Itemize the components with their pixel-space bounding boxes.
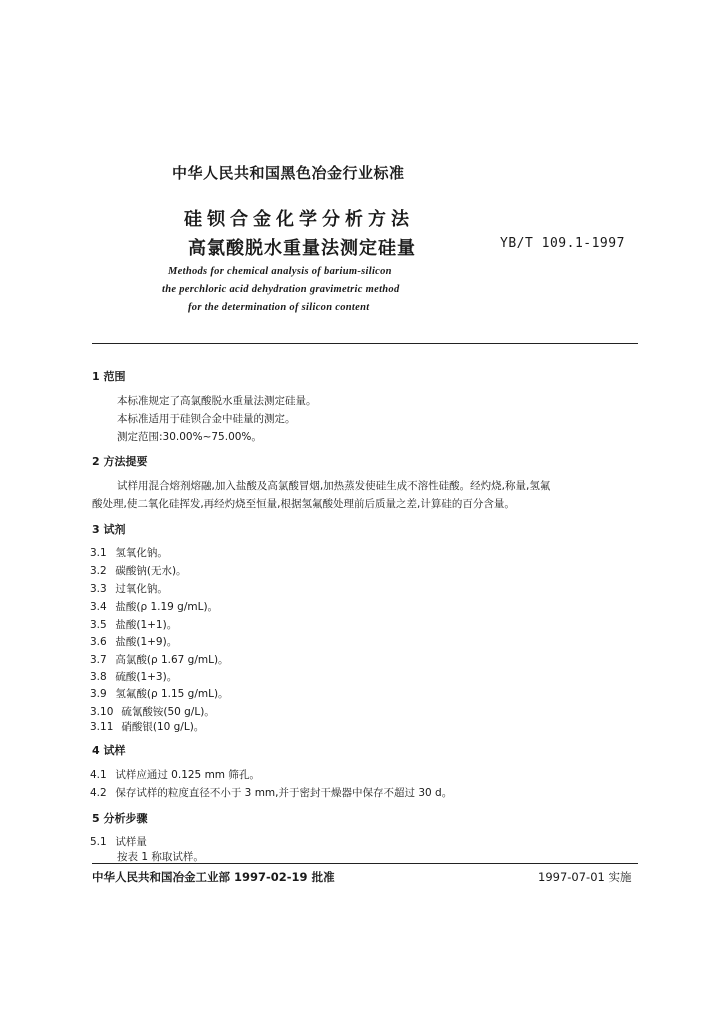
reagent-item [90,719,204,734]
document-title-line1: 硅钡合金化学分析方法 [184,209,414,230]
section-3-heading: 3 试剂 [92,523,126,536]
reagent-item [90,563,187,578]
reagent-number: 3.1 [90,547,107,559]
standard-category: 中华人民共和国黑色冶金行业标准 [172,164,405,182]
reagent-number: 3.2 [90,565,107,577]
reagent-number: 3.10 [90,706,114,718]
section-2-heading: 2 方法提要 [92,455,148,468]
sample-item [90,785,452,800]
reagent-text: 盐酸(1+9)。 [115,636,178,648]
reagent-number: 3.8 [90,671,107,683]
english-title-line1: Methods for chemical analysis of barium-silicon [168,266,392,277]
reagent-item [90,545,168,560]
sample-number: 4.2 [90,787,107,799]
reagent-item [90,704,215,719]
section-2-text-line: 酸处理,使二氧化硅挥发,再经灼烧至恒量,根据氢氟酸处理前后质量之差,计算硅的百分含量。 [92,498,515,510]
implementation-date: 1997-07-01 实施 [538,870,632,884]
section-4-heading: 4 试样 [92,744,126,757]
section-5-heading: 5 分析步骤 [92,812,148,825]
reagent-item [90,581,168,596]
reagent-text: 高氯酸(ρ 1.67 g/mL)。 [115,654,229,666]
reagent-item [90,617,177,632]
reagent-text: 过氧化钠。 [115,583,168,595]
section-1-paragraph: 本标准适用于硅钡合金中硅量的测定。 [117,413,296,425]
section-2-text-line: 试样用混合熔剂熔融,加入盐酸及高氯酸冒烟,加热蒸发使硅生成不溶性硅酸。经灼烧,称量,氢氟 [117,480,551,492]
reagent-item [90,599,218,614]
reagent-text: 硝酸银(10 g/L)。 [121,721,205,733]
reagent-text: 盐酸(1+1)。 [115,619,178,631]
sample-text: 保存试样的粒度直径不小于 3 mm,并于密封干燥器中保存不超过 30 d。 [115,787,453,799]
reagent-item [90,669,177,684]
section-1-paragraph: 测定范围:30.00%~75.00%。 [117,431,262,443]
english-title-line3: for the determination of silicon content [188,302,370,313]
reagent-item [90,634,177,649]
subsection-number: 5.1 [90,836,107,848]
standard-code: YB/T 109.1-1997 [500,236,625,251]
reagent-number: 3.9 [90,688,107,700]
reagent-number: 3.6 [90,636,107,648]
header-divider [92,343,638,344]
english-title-line2: the perchloric acid dehydration gravimetric method [162,284,400,295]
document-title-line2: 高氯酸脱水重量法测定硅量 [188,238,416,259]
reagent-text: 硫酸(1+3)。 [115,671,178,683]
reagent-item [90,686,229,701]
sample-number: 4.1 [90,769,107,781]
approval-note: 中华人民共和国冶金工业部 1997-02-19 批准 [92,870,335,884]
reagent-text: 碳酸钠(无水)。 [115,565,187,577]
sample-text: 试样应通过 0.125 mm 筛孔。 [115,769,260,781]
reagent-number: 3.4 [90,601,107,613]
subsection-title: 试样量 [115,836,147,848]
section-5-paragraph: 按表 1 称取试样。 [117,851,204,863]
reagent-text: 氢氧化钠。 [115,547,168,559]
section-1-heading: 1 范围 [92,370,126,383]
reagent-number: 3.3 [90,583,107,595]
footer-divider [92,863,638,864]
subsection-5-1 [90,834,147,849]
reagent-number: 3.5 [90,619,107,631]
sample-item [90,767,260,782]
reagent-text: 盐酸(ρ 1.19 g/mL)。 [115,601,219,613]
reagent-text: 硫氰酸铵(50 g/L)。 [121,706,215,718]
section-1-paragraph: 本标准规定了高氯酸脱水重量法测定硅量。 [117,395,317,407]
reagent-item [90,652,229,667]
reagent-number: 3.7 [90,654,107,666]
reagent-number: 3.11 [90,721,114,733]
reagent-text: 氢氟酸(ρ 1.15 g/mL)。 [115,688,229,700]
